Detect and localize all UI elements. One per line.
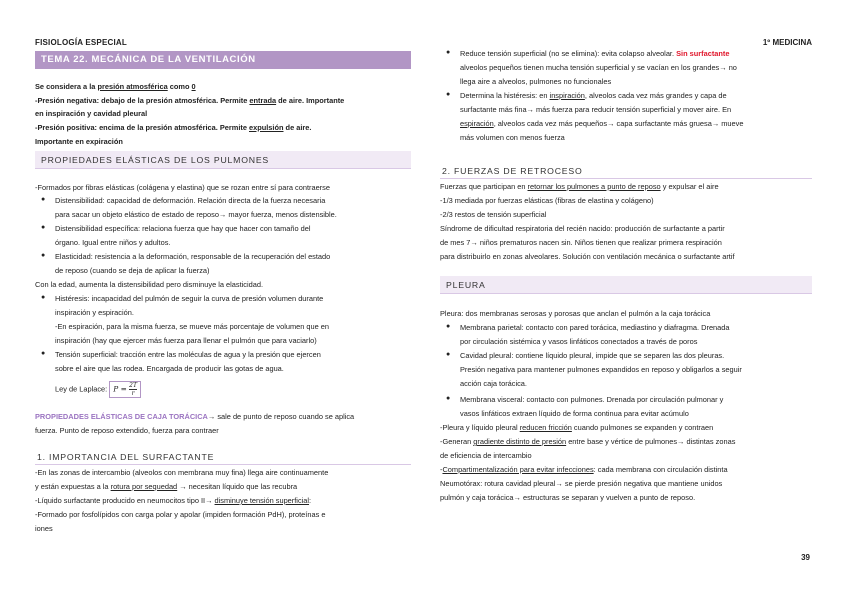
text-line: Histéresis: incapacidad del pulmón de seguir la curva de presión volumen durante (55, 294, 324, 303)
text-line: pulmón y caja torácica→ estructuras se separan y vuelven a punto de reposo. (440, 493, 696, 502)
text-line: por circulación sistémica y vasos linfáticos conectados a través de poros (460, 337, 698, 346)
text-line: Elasticidad: resistencia a la deformación, responsable de la recuperación del estado (55, 252, 331, 261)
bullet-icon: ● (41, 294, 46, 301)
text-line: Distensibilidad: capacidad de deformación. Relación directa de la fuerza necesaria (55, 196, 326, 205)
bullet-icon: ● (41, 252, 46, 259)
text-line: -Formados por fibras elásticas (colágena y elastina) que se rozan entre sí para contraerse (35, 183, 330, 192)
section-heading-pleura: PLEURA (440, 276, 812, 294)
thorax-line: PROPIEDADES ELÁSTICAS DE CAJA TORÁCICA→ sale de punto de reposo cuando se aplica (35, 412, 355, 421)
text-line: Cavidad pleural: contiene líquido pleural, impide que se separen las dos pleuras. (460, 351, 725, 360)
text-line: -Formado por fosfolípidos con carga polar y apolar (impiden formación PdH), proteínas e (35, 510, 326, 519)
text-line: de mes 7→ niños prematuros nacen sin. Niños tienen que realizar primera respiración (440, 238, 722, 247)
bullet-icon: ● (446, 91, 451, 98)
thorax-line: fuerza. Punto de reposo extendido, fuerza para contraer (35, 426, 219, 435)
bullet-icon: ● (446, 395, 451, 402)
subject-header: FISIOLOGÍA ESPECIAL (35, 38, 127, 47)
text-line: sobre el aire que las rodea. Encargada de producir las gotas de agua. (55, 364, 284, 373)
text-line: iones (35, 524, 53, 533)
text-line: Distensibilidad específica: relaciona fuerza que hay que hacer con tamaño del (55, 224, 311, 233)
intro-line: Importante en expiración (35, 137, 123, 146)
text-line: inspiración (hay que ejercer más fuerza para llenar el pulmón que para vaciarlo) (55, 336, 317, 345)
text-line: vasos linfáticos extraen líquido de forma continua para evitar acúmulo (460, 409, 689, 418)
bullet-icon: ● (446, 49, 451, 56)
text-line: -En las zonas de intercambio (alveolos con membrana muy fina) llega aire continuamente (35, 468, 329, 477)
text-line: órgano. Igual entre niños y adultos. (55, 238, 171, 247)
text-line: inspiración y espiración. (55, 308, 134, 317)
text-line: -1/3 mediada por fuerzas elásticas (fibras de elastina y colágeno) (440, 196, 654, 205)
text-line: más volumen con menos fuerza (460, 133, 565, 142)
text-line: Membrana visceral: contacto con pulmones. Drenada por circulación pulmonar y (460, 395, 724, 404)
text-line: espiración, alveolos cada vez más pequeños→ capa surfactante más gruesa→ mueve (460, 119, 744, 128)
text-line: para distribuirlo en zonas alveolares. Solución con ventilación mecánica o surfactante artif (440, 252, 735, 261)
intro-line: -Presión positiva: encima de la presión atmosférica. Permite expulsión de aire. (35, 123, 312, 132)
intro-line: -Presión negativa: debajo de la presión atmosférica. Permite entrada de aire. Importante (35, 96, 345, 105)
section-heading-lungs: PROPIEDADES ELÁSTICAS DE LOS PULMONES (35, 151, 411, 169)
intro-line: en inspiración y cavidad pleural (35, 109, 148, 118)
text-line: Pleura: dos membranas serosas y porosas que anclan el pulmón a la caja torácica (440, 309, 711, 318)
text-line: Tensión superficial: tracción entre las moléculas de agua y la presión que ejercen (55, 350, 321, 359)
text-line: de reposo (cuando se deja de aplicar la fuerza) (55, 266, 210, 275)
bullet-icon: ● (41, 350, 46, 357)
page-title: TEMA 22. MECÁNICA DE LA VENTILACIÓN (35, 51, 411, 69)
text-line: alveolos pequeños tienen mucha tensión superficial y se vacían en los grandes→ no (460, 63, 737, 72)
bullet-icon: ● (446, 323, 451, 330)
laplace-formula: P = $\frac{2T}{r}$ (109, 381, 141, 398)
page-number: 39 (801, 553, 810, 562)
course-header: 1º MEDICINA (762, 38, 812, 47)
text-line: Neumotórax: rotura cavidad pleural→ se pierde presión negativa que mantiene unidos (440, 479, 723, 488)
text-line: -En espiración, para la misma fuerza, se mueve más porcentaje de volumen que en (55, 322, 330, 331)
text-line: de eficiencia de intercambio (440, 451, 532, 460)
text-line: llega aire a alveolos, pulmones no funcionales (460, 77, 612, 86)
text-line: Síndrome de dificultad respiratoria del recién nacido: producción de surfactante a partir (440, 224, 725, 233)
text-line: Con la edad, aumenta la distensibilidad pero disminuye la elasticidad. (35, 280, 264, 289)
text-line: para sacar un objeto elástico de estado de reposo→ mayor fuerza, menos distensible. (55, 210, 337, 219)
bullet-icon: ● (446, 351, 451, 358)
text-line: Fuerzas que participan en retornar los pulmones a punto de reposo y expulsar el aire (440, 182, 719, 191)
text-line: surfactante más fina→ más fuerza para reducir tensión superficial y mover aire. En (460, 105, 732, 114)
text-line: Membrana parietal: contacto con pared torácica, mediastino y diafragma. Drenada (460, 323, 730, 332)
text-line: acción caja torácica. (460, 379, 527, 388)
text-line: Determina la histéresis: en inspiración, alveolos cada vez más grandes y capa de (460, 91, 727, 100)
section-heading-surfactant: 1. IMPORTANCIA DEL SURFACTANTE (35, 449, 411, 465)
text-line: y están expuestas a la rotura por sequedad → necesitan líquido que las recubra (35, 482, 298, 491)
text-line: -2/3 restos de tensión superficial (440, 210, 547, 219)
laplace-law: Ley de Laplace: P = $\frac{2T}{r}$ (55, 381, 141, 398)
text-line: -Líquido surfactante producido en neumocitos tipo II→ disminuye tensión superficial: (35, 496, 312, 505)
text-line: -Generan gradiente distinto de presión entre base y vértice de pulmones→ distintas zonas (440, 437, 736, 446)
text-line: -Compartimentalización para evitar infecciones: cada membrana con circulación distinta (440, 465, 728, 474)
text-line: Presión negativa para mantener pulmones expandidos en reposo y obligarlos a seguir (460, 365, 742, 374)
text-line: -Pleura y líquido pleural reducen fricción cuando pulmones se expanden y contraen (440, 423, 714, 432)
intro-line: Se considera a la presión atmosférica como 0 (35, 82, 196, 91)
section-heading-recoil: 2. FUERZAS DE RETROCESO (440, 163, 812, 179)
bullet-icon: ● (41, 224, 46, 231)
text-line: Reduce tensión superficial (no se elimina): evita colapso alveolar. Sin surfactante (460, 49, 730, 58)
bullet-icon: ● (41, 196, 46, 203)
